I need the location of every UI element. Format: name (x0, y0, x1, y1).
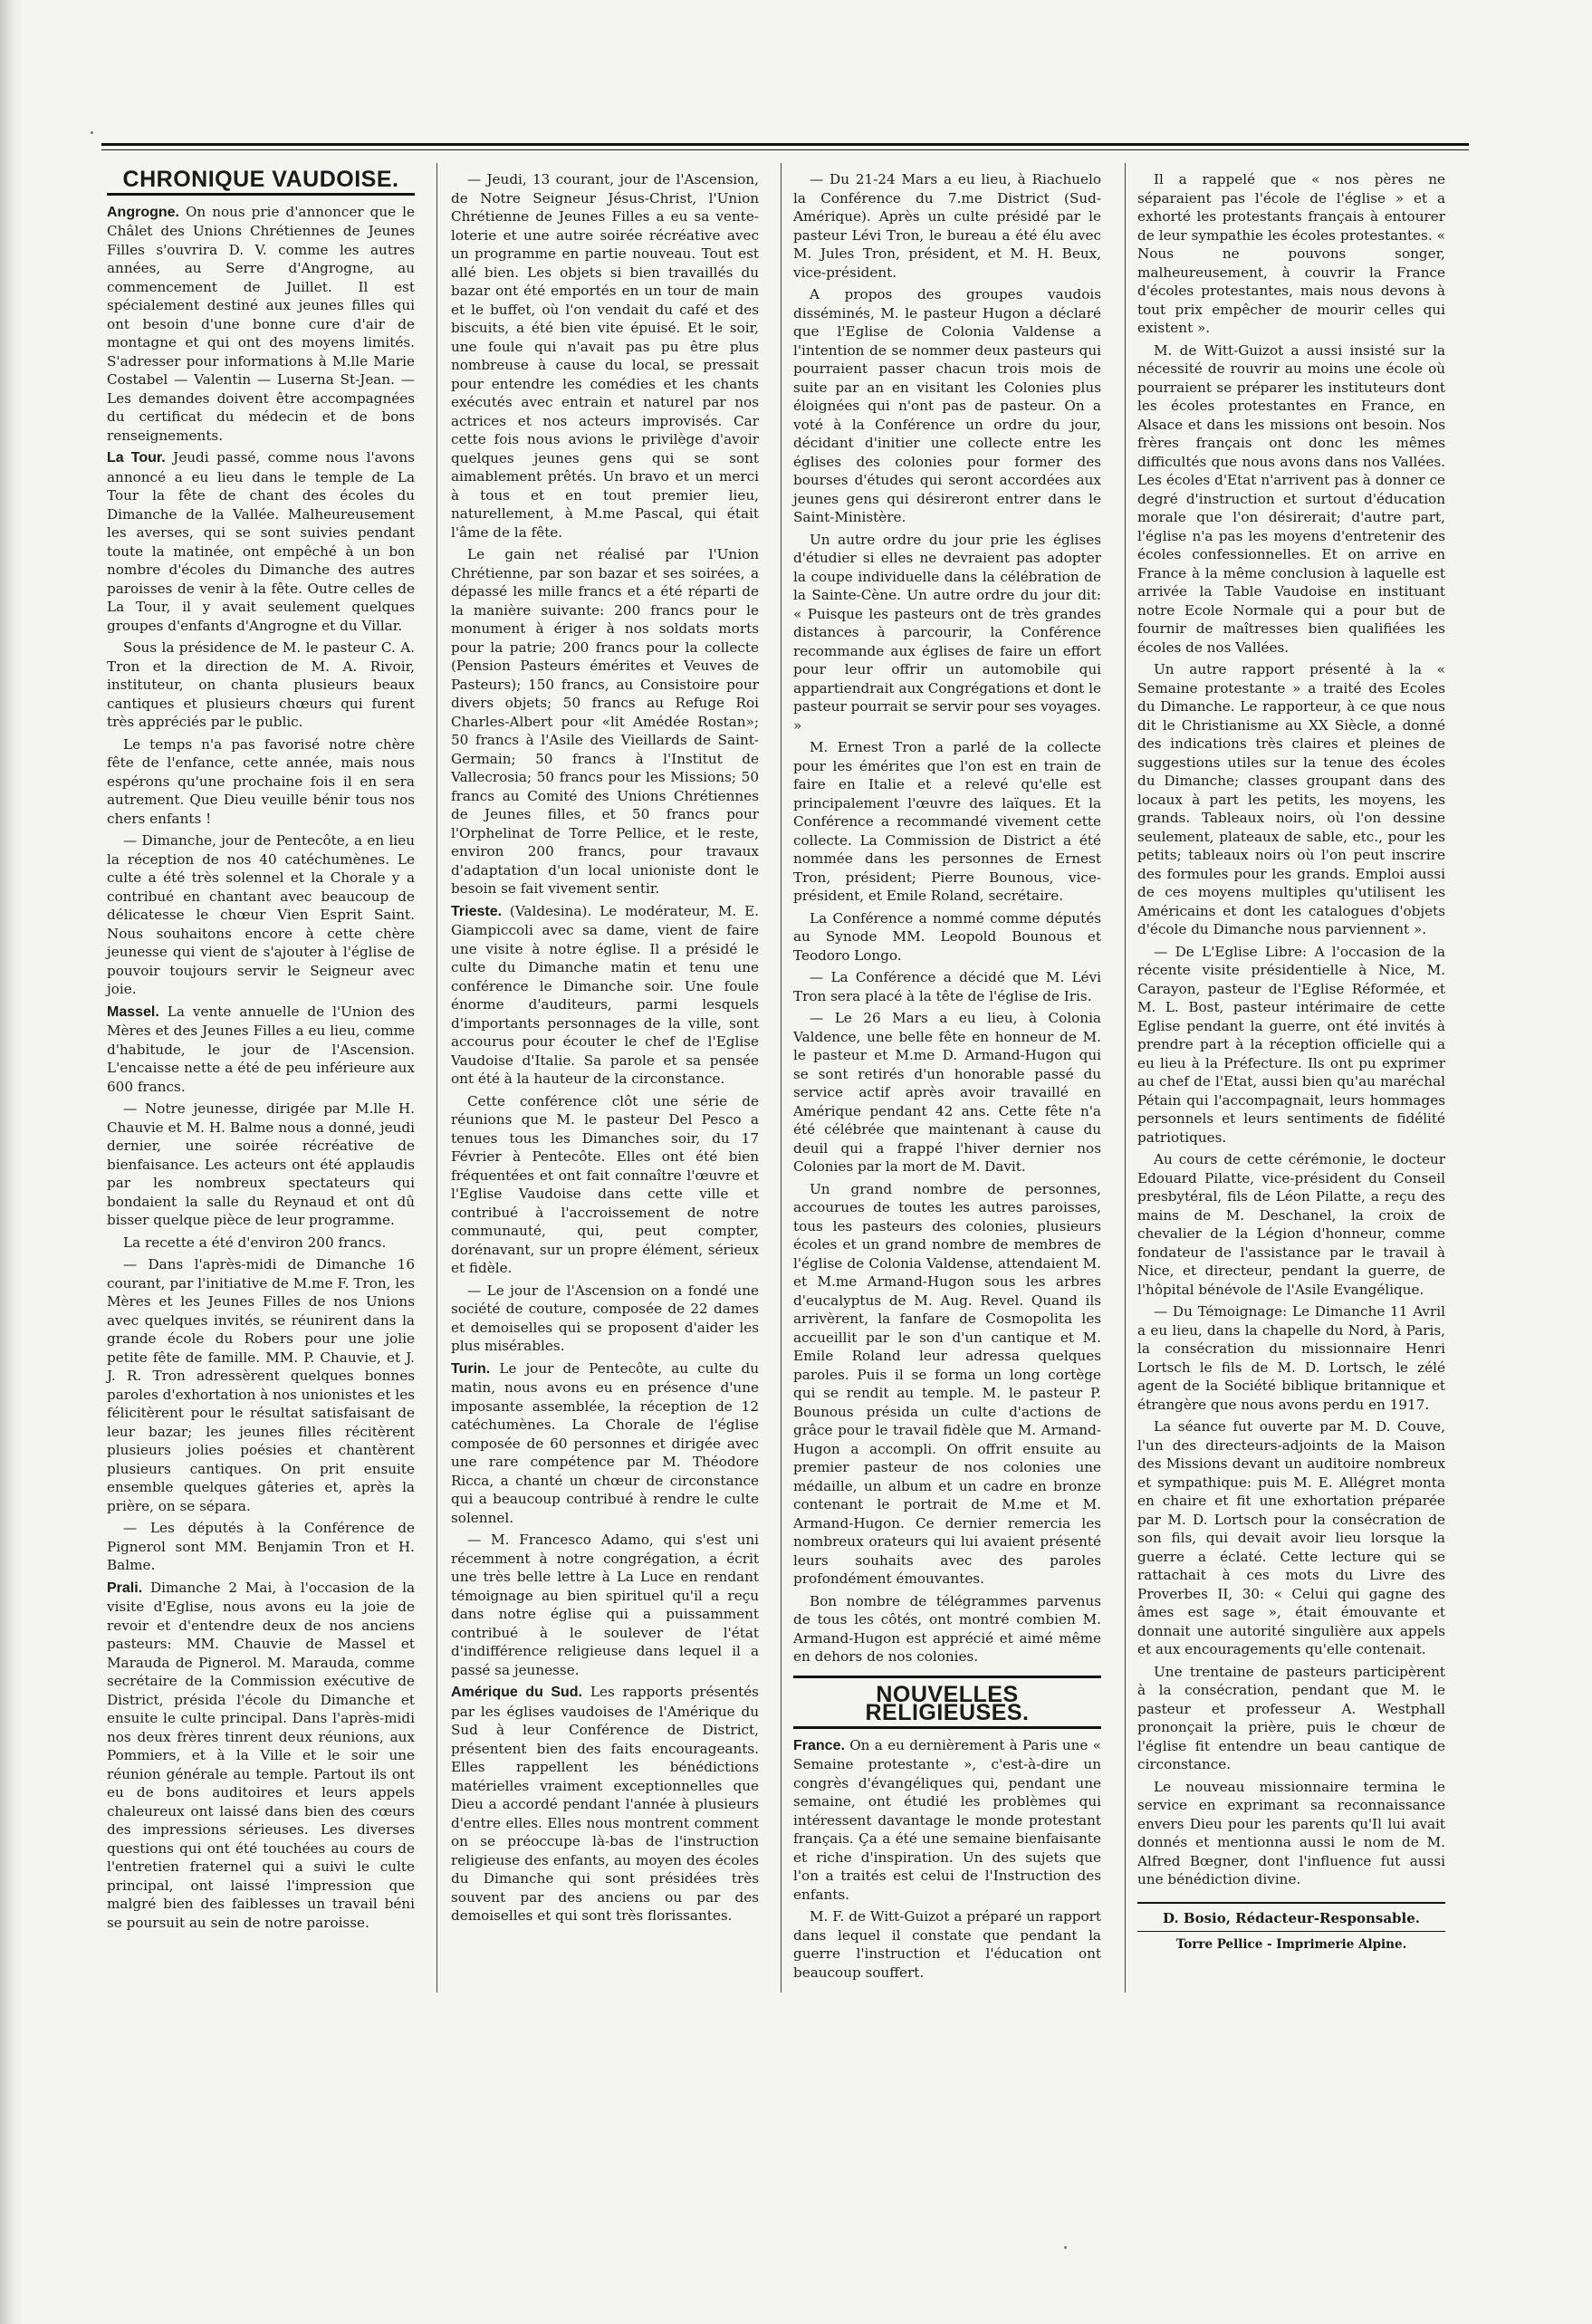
article-paragraph (1137, 341, 1445, 658)
paragraph-text: — Notre jeunesse, dirigée par M.lle H. Chauvie et M. H. Balme nous a donné, jeudi dernier, une soirée récréative de bienfaisance. Les acteurs ont été applaudis par les nombreux spectateurs qui bondaient la salle du Reynaud et ont dû bisser quelque pièce de leur programme. (107, 1100, 415, 1228)
paragraph-text: — Jeudi, 13 courant, jour de l'Ascension, de Notre Seigneur Jésus-Christ, l'Union Chrétienne de Jeunes Filles a eu sa vente-loterie et une autre soirée récréative avec un programme en partie nouveau. Tout est allé bien. Les objets si bien travaillés du bazar ont été emportés en un tour de main et le buffet, où l'on vendait du café et des biscuits, a été bien vite épuisé. Et le soir, une foule qui n'avait pas pu être plus nombreuse à cause du local, se pressait pour entendre les comédies et les chants exécutés avec entrain et naturel par nos actrices et nos acteurs improvisés. Car cette fois nous avions le privilège d'avoir quelques jeunes gens qui se sont aimablement prêtés. Un bravo et un merci à tous et en tout premier lieu, naturellement, à M.me Pascal, qui était l'âme de la fête. (451, 171, 759, 541)
article-paragraph (1137, 660, 1445, 939)
paragraph-text: Un autre ordre du jour prie les églises d'étudier si elles ne devraient pas adopter la coupe individuelle dans la célébration de la Sainte-Cène. Un autre ordre du jour dit: « Puisque les pasteurs ont de très grandes distances à parcourir, la Conférence recommande aux églises de faire un effort pour leur offrir un automobile qui appartiendrait aux Congrégations et dont le pasteur pourrait se servir pour ses voyages. » (793, 531, 1101, 734)
article-paragraph (793, 1180, 1101, 1589)
place-heading: Trieste. (451, 903, 503, 919)
paragraph-text: Bon nombre de télégrammes parvenus de tous les côtés, ont montré combien M. Armand-Hugon est apprécié et aimé même en dehors de nos colonies. (793, 1592, 1101, 1665)
article-paragraph (107, 1234, 415, 1253)
place-heading: Turin. (451, 1360, 491, 1377)
paragraph-text: La séance fut ouverte par M. D. Couve, l'un des directeurs-adjoints de la Maison des Missions devant un auditoire nombreux et sympathique: puis M. E. Allégret monta en chaire et fit une exhortation préparée par M. D. Lortsch pour la consécration de son fils, qui devait avoir lieu lorsque la guerre a éclaté. Cette lecture qui se rattachait à ces mots du Livre des Proverbes II, 30: « Celui qui gagne des âmes est sage », était émouvante et donnait une autorité singulière aux appels et aux encouragements qu'elle contenait. (1137, 1418, 1445, 1657)
paragraph-text: — Du Témoignage: Le Dimanche 11 Avril a eu lieu, dans la chapelle du Nord, à Paris, la consécration du missionnaire Henri Lortsch le fils de M. D. Lortsch, le zélé agent de la Société biblique britannique et étrangère que nous avons perdu en 1917. (1137, 1303, 1445, 1413)
place-heading: Massel. (107, 1004, 159, 1020)
paragraph-text: On a eu dernièrement à Paris une « Semaine protestante », c'est-à-dire un congrès d'évangéliques qui, pendant une semaine, ont étudié les problèmes qui intéressent davantage le monde protestant français. Ça a été une semaine bienfaisante et riche d'inspiration. Un des sujets que l'on a traités est celui de l'Instruction des enfants. (793, 1736, 1101, 1903)
article-paragraph-with-place (451, 902, 759, 1089)
article-paragraph (451, 1092, 759, 1278)
article-paragraph (1137, 1302, 1445, 1414)
top-rule (101, 143, 1469, 146)
article-paragraph (793, 285, 1101, 527)
paragraph-text: — De L'Eglise Libre: A l'occasion de la récente visite présidentielle à Nice, M. Carayon, pasteur de l'Eglise Réformée, et M. L. Bost, pasteur intérimaire de cette Eglise pendant la guerre, ont été invités à prendre part à la réception officielle qui a eu lieu à la Préfecture. Ils ont pu exprimer au chef de l'Etat, aussi bien qu'au maréchal Pétain qui l'accompagnait, leurs hommages personnels et leurs sentiments de fidélité patriotiques. (1137, 943, 1445, 1146)
column-separator (436, 163, 437, 1993)
paragraph-text: — La Conférence a décidé que M. Lévi Tron sera placé à la tête de l'église de Iris. (793, 969, 1101, 1004)
top-rule-thin (101, 149, 1469, 150)
paragraph-text: On nous prie d'annoncer que le Châlet des Unions Chrétiennes de Jeunes Filles s'ouvrira D. V. comme les autres années, au Serre d'Angrogne, au commencement de Juillet. Il est spécialement destiné aux jeunes filles qui ont besoin d'une bonne cure d'air de montagne et qui ont des moyens limités. S'adresser pour informations à M.lle Marie Costabel — Valentin — Luserna St-Jean. — Les demandes doivent être accompagnées du certificat du médecin et de bons renseignements. (107, 203, 415, 444)
article-paragraph (1137, 1417, 1445, 1659)
article-paragraph (1137, 1663, 1445, 1774)
article-paragraph (107, 639, 415, 732)
column-4-articles (1137, 170, 1445, 1889)
article-paragraph (1137, 170, 1445, 338)
paragraph-text: — Les députés à la Conférence de Pignerol sont MM. Benjamin Tron et H. Balme. (107, 1520, 415, 1573)
article-paragraph-with-place (107, 448, 415, 635)
column-1 (107, 167, 415, 1935)
article-paragraph (793, 909, 1101, 965)
paragraph-text: M. F. de Witt-Guizot a préparé un rapport dans lequel il constate que pendant la guerre l'instruction et l'éducation ont beaucoup souffert. (793, 1908, 1101, 1981)
paragraph-text: — M. Francesco Adamo, qui s'est uni récemment à notre congrégation, a écrit une très belle lettre à La Luce en rendant témoignage au bien spirituel qu'il a reçu dans notre église qui a puissamment contribué à le soulever de l'état d'indifférence religieuse dans lequel il a passé sa jeunesse. (451, 1532, 759, 1678)
page-edge-shadow (0, 0, 24, 2324)
article-paragraph (793, 1592, 1101, 1666)
article-paragraph (793, 170, 1101, 282)
column-separator (781, 163, 782, 1993)
column-3-religious-news (793, 1736, 1101, 1983)
paragraph-text: Le temps n'a pas favorisé notre chère fête de l'enfance, cette année, mais nous espérons qu'une prochaine fois il en sera autrement. Que Dieu veuille bénir tous nos chers enfants ! (107, 735, 415, 827)
paragraph-text: Sous la présidence de M. le pasteur C. A. Tron et la direction de M. A. Rivoir, instituteur, on chanta plusieurs beaux cantiques et plusieurs chœurs qui furent très appréciés par le public. (107, 639, 415, 730)
paragraph-text: M. de Witt-Guizot a aussi insisté sur la nécessité de rouvrir au moins une école où pourraient se préparer les instituteurs dont les écoles protestantes en France, en Alsace et dans les missions ont besoin. Nos frères français ont donc les mêmes difficultés que nous avons dans nos Vallées. Les écoles d'Etat n'arrivent pas à donner ce degré d'instruction et surtout d'éducation morale que l'on désirerait; d'autre part, l'église n'a pas les moyens d'entretenir des écoles confessionnelles. Et on arrive en France à la même conclusion à laquelle est arrivée la Table Vaudoise en instituant notre Ecole Normale qui a pour but de fournir de maîtresses bien qualifiées les écoles de nos Vallées. (1137, 341, 1445, 656)
paragraph-text: Le gain net réalisé par l'Union Chrétienne, par son bazar et ses soirées, a dépassé les mille francs et a été réparti de la manière suivante: 200 francs pour le monument à ériger à nos soldats morts pour la patrie; 200 francs pour la collecte (Pension Pasteurs émérites et Veuves de Pasteurs); 150 francs, au Consistoire pour divers objets; 50 francs au Refuge Roi Charles-Albert pour «lit Amédée Rostan»; 50 francs à l'Asile des Vieillards de Saint-Germain; 50 francs à l'Institut de Vallecrosia; 50 francs pour les Missions; 50 francs au Comité des Unions Chrétiennes de Jeunes filles, et 50 francs pour l'Orphelinat de Torre Pellice, et le reste, environ 200 francs, pour travaux d'adaptation d'un local unioniste dont le besoin se fait vivement sentir. (451, 546, 759, 897)
article-paragraph-with-place (793, 1736, 1101, 1905)
article-paragraph-with-place (107, 1003, 415, 1097)
article-paragraph (107, 735, 415, 829)
column-separator (1125, 163, 1126, 1993)
paragraph-text: Le jour de Pentecôte, au culte du matin, nous avons eu en présence d'une imposante assemblée, la réception de 12 catéchumènes. La Chorale de l'église composée de 60 personnes et dirigée avec une rare compétence par M. Théodore Ricca, a chanté un chœur de circonstance qui a beaucoup contribué à rendre le culte solennel. (451, 1359, 759, 1526)
article-paragraph-with-place (451, 1359, 759, 1528)
column-3 (793, 170, 1101, 1985)
place-heading: Angrogne. (107, 204, 179, 220)
paragraph-text: Jeudi passé, comme nous l'avons annoncé a eu lieu dans le temple de La Tour la fête de chant des écoles du Dimanche de la Vallée. Malheureusement les averses, qui se sont suivies pendant toute la matinée, ont empêché à un bon nombre d'écoles du Dimanche des autres paroisses de venir à la fête. Outre celles de La Tour, il y avait seulement quelques groupes d'enfants d'Angrogne et du Villar. (107, 449, 415, 634)
article-paragraph (793, 1907, 1101, 1982)
article-paragraph (1137, 943, 1445, 1148)
article-paragraph (107, 1100, 415, 1230)
article-paragraph (451, 170, 759, 542)
section-title-nouvelles: NOUVELLES RELIGIEUSES. (793, 1676, 1101, 1729)
article-paragraph-with-place (451, 1683, 759, 1925)
place-heading: France. (793, 1737, 845, 1753)
article-paragraph (1137, 1150, 1445, 1299)
paragraph-text: La Conférence a nommé comme députés au Synode MM. Leopold Bounous et Teodoro Longo. (793, 909, 1101, 964)
print-speck (91, 131, 93, 134)
article-paragraph (451, 1282, 759, 1356)
signature-block (1137, 1902, 1445, 1954)
paragraph-text: — Dans l'après-midi de Dimanche 16 courant, par l'initiative de M.me F. Tron, les Mères et les Jeunes Filles de nos Unions avec quelques invités, se réunirent dans la grande école du Robers pour une jolie petite fête de famille. MM. P. Chauvie, et J. J. R. Tron adressèrent quelques bonnes paroles d'exhortation à nos unionistes et les félicitèrent pour le résultat satisfaisant de leur bazar; les jeunes filles récitèrent plusieurs jolies poésies et chantèrent plusieurs cantiques. On prit ensuite ensemble quelques gâteries et, après la prière, on se sépara. (107, 1256, 415, 1514)
paragraph-text: Les rapports présentés par les églises vaudoises de l'Amérique du Sud à leur Conférence de District, présentent bien des faits encourageants. Elles rappellent les bénédictions matérielles vraiment exceptionnelles que Dieu a accordé pendant l'année à plusieurs d'entre elles. Elles nous montrent comment on se préoccupe là-bas de l'instruction religieuse des enfants, au moyen des écoles du Dimanche qui sont présidées très souvent par des anciens ou par des demoiselles et qui sont très florissantes. (451, 1684, 759, 1924)
paragraph-text: Cette conférence clôt une série de réunions que M. le pasteur Del Pesco a tenues tous les Dimanches soir, du 17 Février à Pentecôte. Elles ont été bien fréquentées et ont fait connaître l'œuvre et l'Eglise Vaudoise dans cette ville et contribué à l'accroissement de notre communauté, qui, peut compter, dorénavant, sur un propre élément, sérieux et fidèle. (451, 1092, 759, 1276)
paragraph-text: — Le jour de l'Ascension on a fondé une société de couture, composée de 22 dames et demoiselles qui se proposent d'aider les plus misérables. (451, 1282, 759, 1354)
place-heading: Prali. (107, 1580, 143, 1596)
paragraph-text: Il a rappelé que « nos pères ne séparaient pas l'école de l'église » et a exhorté les protestants français à entourer de leur sympathie les écoles protestantes. « Nous ne pouvons songer, malheureusement, à couvrir la France d'écoles protestantes, mais nous devons à tout prix empêcher de mourir celles qui existent ». (1137, 171, 1445, 336)
paragraph-text: — Le 26 Mars a eu lieu, à Colonia Valdence, une belle fête en honneur de M. le pasteur et M.me D. Armand-Hugon qui se sont retirés d'un honorable passé du service actif après avoir travaillé en Amérique pendant 42 ans. Cette fête n'a été célébrée que maintenant à cause du deuil qui a frappé l'hiver dernier nos Colonies par la mort de M. Davit. (793, 1010, 1101, 1175)
paragraph-text: Dimanche 2 Mai, à l'occasion de la visite d'Eglise, nous avons eu la joie de revoir et d'entendre deux de nos anciens pasteurs: MM. Chauvie de Massel et Marauda de Pignerol. M. Marauda, comme secrétaire de la Commission exécutive de District, présida l'école du Dimanche et ensuite le culte principal. Dans l'après-midi nos deux frères tinrent deux réunions, aux Pommiers, et à la Ville et le soir une réunion générale au temple. Partout ils ont eu de bons auditoires et leurs appels chaleureux ont laissé dans bien des cœurs des impressions sérieuses. Les diverses questions qui ont été touchées au cours de l'entretien fraternel qui a suivi le culte principal, ont laissé l'impression que malgré bien des faiblesses un travail béni se poursuit au sein de notre paroisse. (107, 1579, 415, 1931)
printer-line: Torre Pellice - Imprimerie Alpine. (1137, 1931, 1445, 1954)
column-1-articles (107, 203, 415, 1933)
paragraph-text: (Valdesina). Le modérateur, M. E. Giampiccoli avec sa dame, vient de faire une visite à notre église. Il a présidé le culte du Dimanche matin et tenu une conférence le Dimanche soir. Une foule énorme d'auditeurs, parmi lesquels d'importants personnages de la ville, sont accourus pour écouter le chef de l'Eglise Vaudoise d'Italie. Sa parole et sa pensée ont été à la hauteur de la circonstance. (451, 902, 759, 1087)
paragraph-text: Un grand nombre de personnes, accourues de toutes les autres paroisses, tous les pasteurs des colonies, plusieurs écoles et un grand nombre de membres de l'église de Colonia Valdense, attendaient M. et M.me Armand-Hugon sous les arbres d'eucalyptus de M. Aug. Revel. Quand ils arrivèrent, la fanfare de Cosmopolita les accueillit par le son d'un cantique et M. Emile Roland leur adressa quelques paroles. Puis il se forma un long cortège qui se rendit au temple. M. le pasteur P. Bounous présida un culte d'actions de grâce pour le travail fidèle que M. Armand-Hugon a accompli. On offrit ensuite au premier pasteur de nos colonies une médaille, un album et un cadre en bronze contenant le portrait de M.me et M. Armand-Hugon. Ce dernier remercia les nombreux orateurs qui lui avaient présenté leurs souhaits avec des paroles profondément émouvantes. (793, 1180, 1101, 1587)
article-paragraph (793, 738, 1101, 906)
article-paragraph (451, 1531, 759, 1679)
paragraph-text: Le nouveau missionnaire termina le service en exprimant sa reconnaissance envers Dieu pour les parents qu'Il lui avait donnés et mentionna aussi le nom de M. Alfred Bœgner, dont l'influence fut aussi une bénédiction divine. (1137, 1778, 1445, 1887)
article-paragraph (107, 1519, 415, 1575)
article-paragraph-with-place (107, 1579, 415, 1933)
article-paragraph (107, 831, 415, 999)
paragraph-text: Au cours de cette cérémonie, le docteur Edouard Pilatte, vice-président du Conseil presbytéral, fils de Léon Pilatte, a reçu des mains de M. Deschanel, la croix de chevalier de la Légion d'honneur, comme fondateur de l'assistance par le travail à Nice, et directeur, pendant la guerre, de l'hôpital bénévole de l'Asile Evangélique. (1137, 1151, 1445, 1298)
paragraph-text: Une trentaine de pasteurs participèrent à la consécration, pendant que M. le pasteur et professeur A. Westphall prononçait la prière, puis le chœur de l'église fit entendre un beau cantique de circonstance. (1137, 1663, 1445, 1772)
paragraph-text: — Dimanche, jour de Pentecôte, a en lieu la réception de nos 40 catéchumènes. Le culte a été très solennel et la Chorale y a contribué en chantant avec beaucoup de délicatesse le chœur Vien Esprit Saint. Nous souhaitons encore à cette chère jeunesse qui vient de s'ajouter à l'église de pouvoir toujours servir le Seigneur avec joie. (107, 832, 415, 997)
column-2 (451, 170, 759, 1929)
article-paragraph-with-place (107, 203, 415, 446)
place-heading: Amérique du Sud. (451, 1685, 582, 1700)
paragraph-text: La vente annuelle de l'Union des Mères et des Jeunes Filles a eu lieu, comme d'habitude, le jour de l'Ascension. L'encaisse nette a été de peu inférieure aux 600 francs. (107, 1003, 415, 1095)
print-speck (1064, 2246, 1067, 2249)
paragraph-text: A propos des groupes vaudois disséminés, M. le pasteur Hugon a déclaré que l'Eglise de Colonia Valdense a l'intention de se nommer deux pasteurs qui pourraient passer chacun trois mois de suite par an en visitant les Colonies plus éloignées qui n'ont pas de pasteur. On a voté à la Conférence un ordre du jour, décidant d'initier une collecte entre les églises des colonies pour former des bourses d'études qui seront accordées aux jeunes gens qui désireront entrer dans le Saint-Ministère. (793, 286, 1101, 525)
article-paragraph (451, 545, 759, 898)
paragraph-text: La recette a été d'environ 200 francs. (123, 1234, 387, 1251)
column-2-articles (451, 170, 759, 1925)
paragraph-text: Un autre rapport présenté à la « Semaine protestante » a traité des Ecoles du Dimanche. Le rapporteur, à ce que nous dit le Christianisme au XX Siècle, a donné des indications très claires et pleines de suggestions utiles sur la tenue des écoles du Dimanche; classes groupant dans des locaux à part les petits, les moyens, les grands. Tableaux noirs, où l'on dessine seulement, plateaux de sable, etc., pour les petits; tableaux noirs où l'on peut inscrire des formules pour les grands. Emploi aussi de ces moyens multiples qu'utilisent les Américains et dont les catalogues d'objets d'école du Dimanche nous parviennent ». (1137, 661, 1445, 937)
section-title-chronique: CHRONIQUE VAUDOISE. (107, 170, 415, 196)
editor-line: D. Bosio, Rédacteur-Responsable. (1162, 1909, 1421, 1926)
article-paragraph (793, 531, 1101, 735)
column-4 (1137, 170, 1445, 1954)
article-paragraph (793, 968, 1101, 1005)
paragraph-text: — Du 21-24 Mars a eu lieu, à Riachuelo la Conférence du 7.me District (Sud-Amérique). Après un culte présidé par le pasteur Lévi Tron, le bureau a été élu avec M. Jules Tron, président, et M. H. Beux, vice-président. (793, 171, 1101, 281)
article-paragraph (1137, 1778, 1445, 1889)
article-paragraph (793, 1009, 1101, 1176)
article-paragraph (107, 1255, 415, 1515)
column-3-articles (793, 170, 1101, 1666)
place-heading: La Tour. (107, 450, 166, 466)
paragraph-text: M. Ernest Tron a parlé de la collecte pour les émérites que l'on est en train de faire en Italie et a relevé qu'elle est principalement l'œuvre des laïques. Et la Conférence a recommandé vivement cette collecte. La Commission de District a été nommée dans les personnes de Ernest Tron, président; Pierre Bounous, vice-président, et Emile Roland, secrétaire. (793, 739, 1101, 904)
